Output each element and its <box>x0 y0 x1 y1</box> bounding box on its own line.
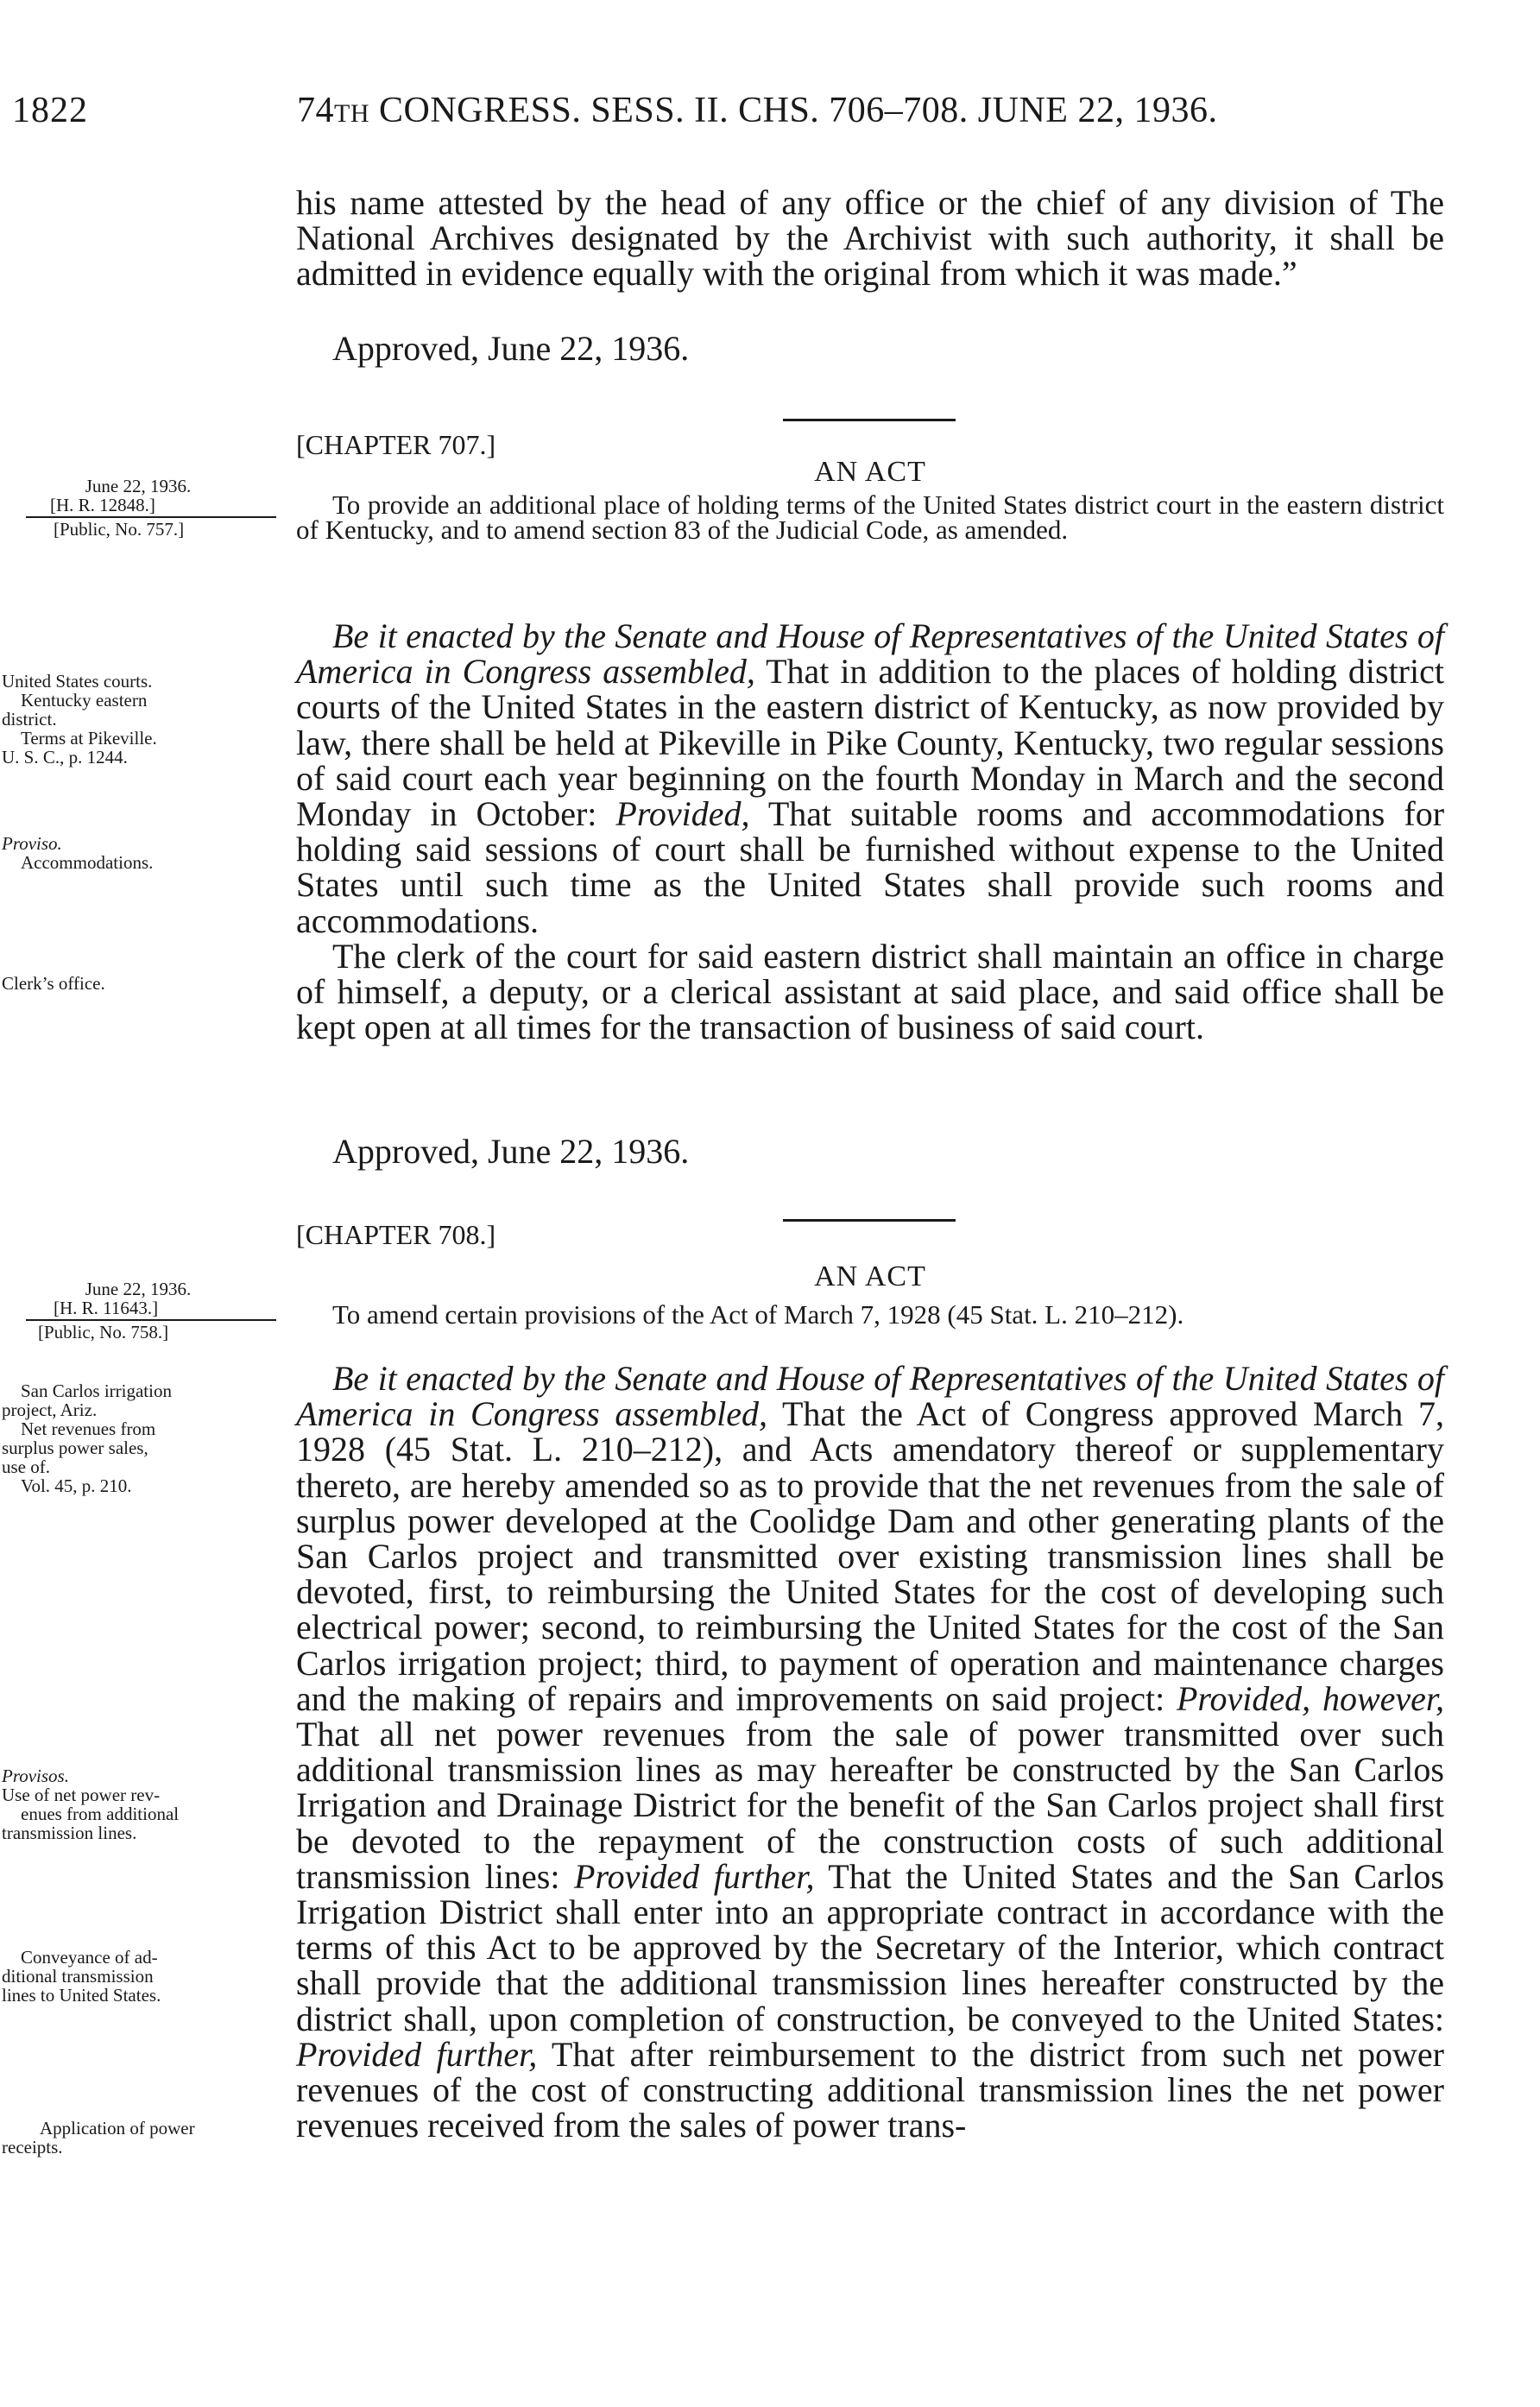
chapter-708-paragraph-1 <box>296 1361 1444 2143</box>
chapter-707-public-law: [Public, No. 757.] <box>54 519 185 540</box>
note-application-line-2: receipts. <box>2 2137 63 2157</box>
chapter-707-margin-citation <box>17 477 302 539</box>
chapter-707-para1-a: That in addition to the places of holding district courts of the United States in the eastern district of Kentucky, as now provided by law, there shall be held at Pikeville in Pike County, Kentucky, two regular sessions of said court each year beginning on the fourth Monday in March and the second Monday in October: <box>296 652 1444 834</box>
chapter-707-note-courts <box>2 672 287 767</box>
chapter-708-label: [CHAPTER 708.] <box>296 1219 496 1250</box>
chapter-707-note-proviso <box>2 834 287 872</box>
note-application-line-1: Application of power <box>40 2118 195 2139</box>
running-head-congress-number: 74 <box>297 91 334 130</box>
note-courts-line-4: Terms at Pikeville. <box>21 728 157 749</box>
running-head-ordinal-suffix: TH <box>334 99 369 128</box>
note-sc-line-2: project, Ariz. <box>2 1399 98 1420</box>
continuation-paragraph <box>296 185 1444 292</box>
note-clerk-line: Clerk’s office. <box>2 973 105 994</box>
chapter-708-para1-d: That after reimbursement to the district from such net power revenues of the cost of constructing additional transmission lines the net power revenues received from the sales of power trans- <box>296 2034 1444 2145</box>
chapter-707-bill: [H. R. 12848.] <box>50 495 155 515</box>
chapter-708-para1-b: That all net power revenues from the sale of power transmitted over such additional transmission lines as may hereafter be constructed by the San Carlos Irrigation and Drainage District for the benefit of the San Carlos project shall first be devoted to the repayment of the construction costs of such additional transmission lines: <box>296 1715 1444 1896</box>
note-provisos-line-1: Provisos. <box>2 1766 69 1786</box>
note-conveyance-line-3: lines to United States. <box>2 1985 161 2006</box>
note-courts-line-5: U. S. C., p. 1244. <box>2 747 128 768</box>
chapter-707-enacting-clause: Be it enacted by the Senate and House of Representatives of the United States of America in Congress assembled, <box>296 616 1444 692</box>
chapter-708-date: June 22, 1936. <box>85 1279 192 1299</box>
chapter-708-para1-c: That the United States and the San Carlos Irrigation District shall enter into an appropriate contract in accordance with the terms of this Act to be approved by the Secretary of the Interior, which contract shall provide that the additional transmission lines hereafter constructed by the district shall, upon completion of construction, be conveyed to the United States: <box>296 1856 1444 2038</box>
note-provisos-line-4: transmission lines. <box>2 1823 137 1843</box>
note-provisos-line-3: enues from additional <box>21 1804 180 1824</box>
note-sc-line-6: Vol. 45, p. 210. <box>21 1475 132 1496</box>
running-head-text: CONGRESS. SESS. II. CHS. 706–708. JUNE 22, 1936. <box>369 91 1218 130</box>
chapter-708-purpose: To amend certain provisions of the Act of March 7, 1928 (45 Stat. L. 210–212). <box>332 1299 1184 1330</box>
page-number: 1822 <box>12 91 88 130</box>
note-courts-line-1: United States courts. <box>2 671 153 692</box>
note-sc-line-5: use of. <box>2 1456 50 1477</box>
chapter-707-label: [CHAPTER 707.] <box>296 429 496 460</box>
chapter-707-para1-b: That suitable rooms and accommodations for holding said sessions of court shall be furnished without expense to the United States until such time as the United States shall provide such rooms and accommodations. <box>296 794 1445 940</box>
chapter-708-provided-however: Provided, however, <box>1177 1678 1445 1718</box>
chapter-708-para1-a: That the Act of Congress approved March 7, 1928 (45 Stat. L. 210–212), and Acts amendatory thereof or supplementary thereto, are hereby amended so as to provide that the net revenues from the sale of surplus power developed at the Coolidge Dam and other generating plants of the San Carlos project and transmitted over existing transmission lines shall be devoted, first, to reimbursing the United States for the cost of developing such electrical power; second, to reimbursing the United States for the cost of the San Carlos irrigation project; third, to payment of operation and maintenance charges and the making of repairs and improvements on said project: <box>296 1394 1444 1718</box>
chapter-707-proviso-word: Provided, <box>615 794 750 834</box>
note-conveyance-line-1: Conveyance of ad- <box>21 1947 158 1968</box>
chapter-708-note-provisos <box>2 1766 287 1842</box>
note-sc-line-3: Net revenues from <box>21 1418 156 1439</box>
chapter-707-act-heading: AN ACT <box>814 456 926 488</box>
chapter-707-paragraph-1 <box>296 618 1444 938</box>
chapter-708-note-application <box>2 2119 287 2157</box>
chapter-707-purpose: To provide an additional place of holding terms of the United States district court in the eastern district of Kentucky, and to amend section 83 of the Judicial Code, as amended. <box>296 490 1444 545</box>
chapter-708-divider <box>783 1219 956 1222</box>
chapter-708-margin-citation <box>17 1279 302 1342</box>
chapter-707-date: June 22, 1936. <box>85 476 192 496</box>
continuation-text: his name attested by the head of any office or the chief of any division of The National Archives designated by the Archivist with such authority, it shall be admitted in evidence equally with the original from which it was made.” <box>296 183 1444 294</box>
note-courts-line-2: Kentucky eastern <box>21 690 148 711</box>
note-proviso-line-2: Accommodations. <box>21 852 154 873</box>
chapter-708-bill: [H. R. 11643.] <box>54 1298 159 1318</box>
continuation-approved: Approved, June 22, 1936. <box>332 329 690 368</box>
chapter-708-margin-rule <box>26 1319 276 1321</box>
note-provisos-line-2: Use of net power rev- <box>2 1785 161 1805</box>
chapter-708-body <box>296 1361 1444 2143</box>
chapter-707-divider <box>783 419 956 421</box>
chapter-707-note-clerk <box>2 974 287 993</box>
chapter-707-paragraph-2: The clerk of the court for said eastern district shall maintain an office in charge of himself, a deputy, or a clerical assistant at said place, and said office shall be kept open at all times for the transaction of business of said court. <box>296 936 1444 1047</box>
page-header <box>0 90 1540 142</box>
note-conveyance-line-2: ditional transmission <box>2 1966 154 1987</box>
note-sc-line-4: surplus power sales, <box>2 1437 148 1458</box>
chapter-708-note-san-carlos <box>2 1381 287 1495</box>
chapter-707-body <box>296 618 1444 1045</box>
chapter-708-provided-further-2: Provided further, <box>296 2034 538 2074</box>
chapter-707-margin-rule <box>26 516 276 518</box>
note-proviso-line-1: Proviso. <box>2 833 62 854</box>
chapter-708-note-conveyance <box>2 1948 287 2005</box>
chapter-708-enacting-clause: Be it enacted by the Senate and House of Representatives of the United States of America in Congress assembled, <box>296 1359 1444 1434</box>
running-head <box>297 90 1217 131</box>
note-sc-line-1: San Carlos irrigation <box>21 1380 172 1401</box>
chapter-708-provided-further-1: Provided further, <box>574 1856 815 1896</box>
chapter-708-public-law: [Public, No. 758.] <box>38 1322 169 1342</box>
chapter-707-approved: Approved, June 22, 1936. <box>332 1132 690 1171</box>
chapter-708-act-heading: AN ACT <box>814 1260 926 1292</box>
note-courts-line-3: district. <box>2 709 57 730</box>
